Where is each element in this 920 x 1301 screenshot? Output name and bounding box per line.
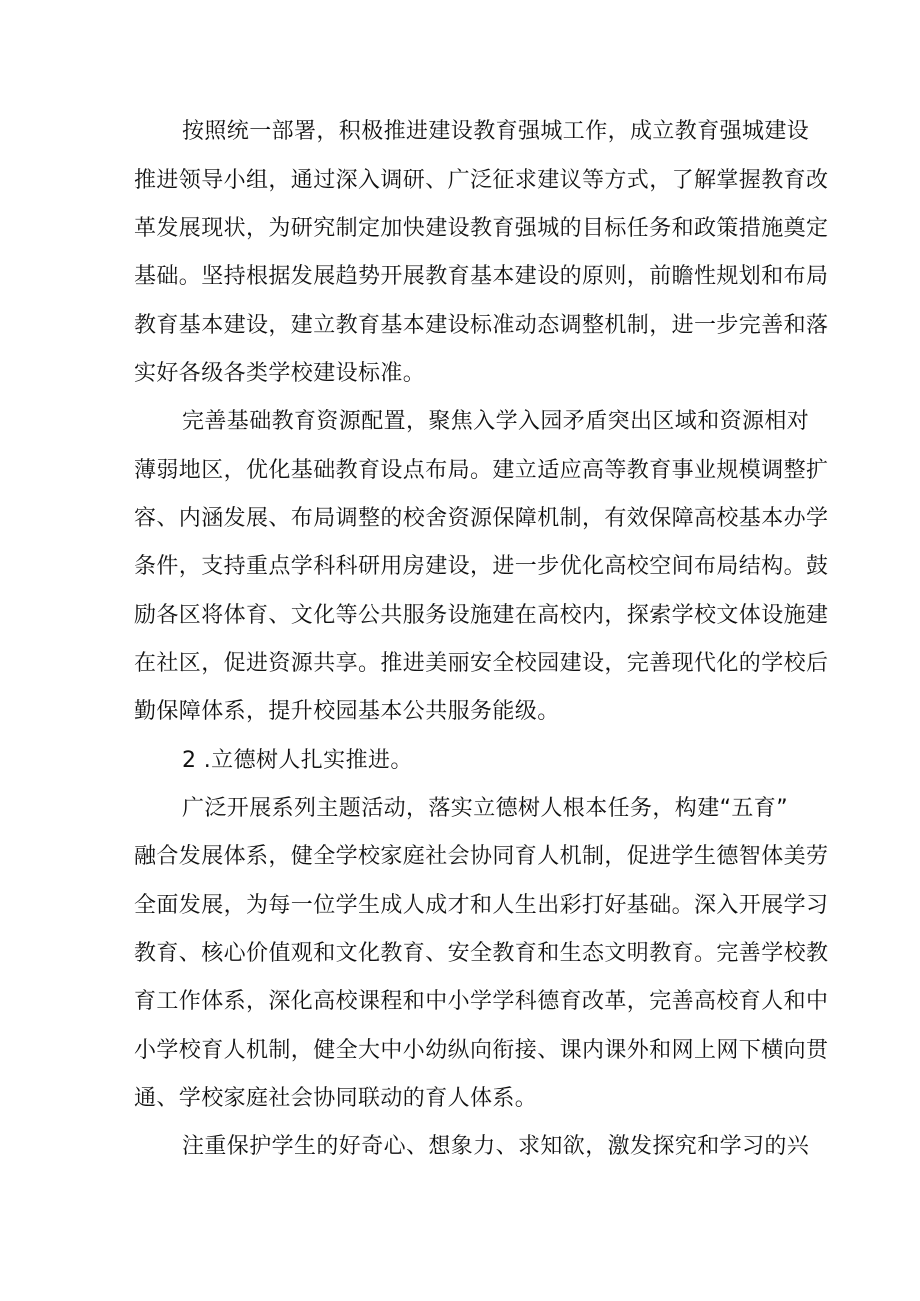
text-line: 实好各级各类学校建设标准。 (134, 361, 426, 386)
text-line: 推进领导小组，通过深入调研、广泛征求建议等方式，了解掌握教育改 (134, 168, 829, 193)
text-line: 广泛开展系列主题活动，落实立德树人根本任务，构建“五育” (182, 796, 788, 821)
text-line: 教育基本建设，建立教育基本建设标准动态调整机制，进一步完善和落 (134, 313, 829, 338)
section-heading: 2 .立德树人扎实推进。 (182, 748, 413, 773)
text-line: 通、学校家庭社会协同联动的育人体系。 (134, 1086, 538, 1111)
text-line: 勤保障体系，提升校园基本公共服务能级。 (134, 699, 560, 724)
text-line: 在社区，促进资源共享。推进美丽安全校园建设，完善现代化的学校后 (134, 651, 829, 676)
text-line: 育工作体系，深化高校课程和中小学学科德育改革，完善高校育人和中 (134, 989, 829, 1014)
text-line: 注重保护学生的好奇心、想象力、求知欲，激发探究和学习的兴 (182, 1134, 810, 1159)
text-line: 容、内涵发展、布局调整的校舍资源保障机制，有效保障高校基本办学 (134, 506, 829, 531)
text-line: 励各区将体育、文化等公共服务设施建在高校内，探索学校文体设施建 (134, 603, 829, 628)
text-line: 薄弱地区，优化基础教育设点布局。建立适应高等教育事业规模调整扩 (134, 458, 829, 483)
text-line: 全面发展，为每一位学生成人成才和人生出彩打好基础。深入开展学习 (134, 893, 829, 918)
text-line: 按照统一部署，积极推进建设教育强城工作，成立教育强城建设 (182, 119, 810, 144)
text-line: 革发展现状，为研究制定加快建设教育强城的目标任务和政策措施奠定 (134, 216, 829, 241)
text-line: 基础。坚持根据发展趋势开展教育基本建设的原则，前瞻性规划和布局 (134, 264, 829, 289)
text-line: 融合发展体系，健全学校家庭社会协同育人机制，促进学生德智体美劳 (134, 844, 829, 869)
text-line: 教育、核心价值观和文化教育、安全教育和生态文明教育。完善学校教 (134, 941, 829, 966)
text-line: 小学校育人机制，健全大中小幼纵向衔接、课内课外和网上网下横向贯 (134, 1038, 829, 1063)
text-line: 完善基础教育资源配置，聚焦入学入园矛盾突出区域和资源相对 (182, 409, 810, 434)
text-line: 条件，支持重点学科科研用房建设，进一步优化高校空间布局结构。鼓 (134, 554, 829, 579)
